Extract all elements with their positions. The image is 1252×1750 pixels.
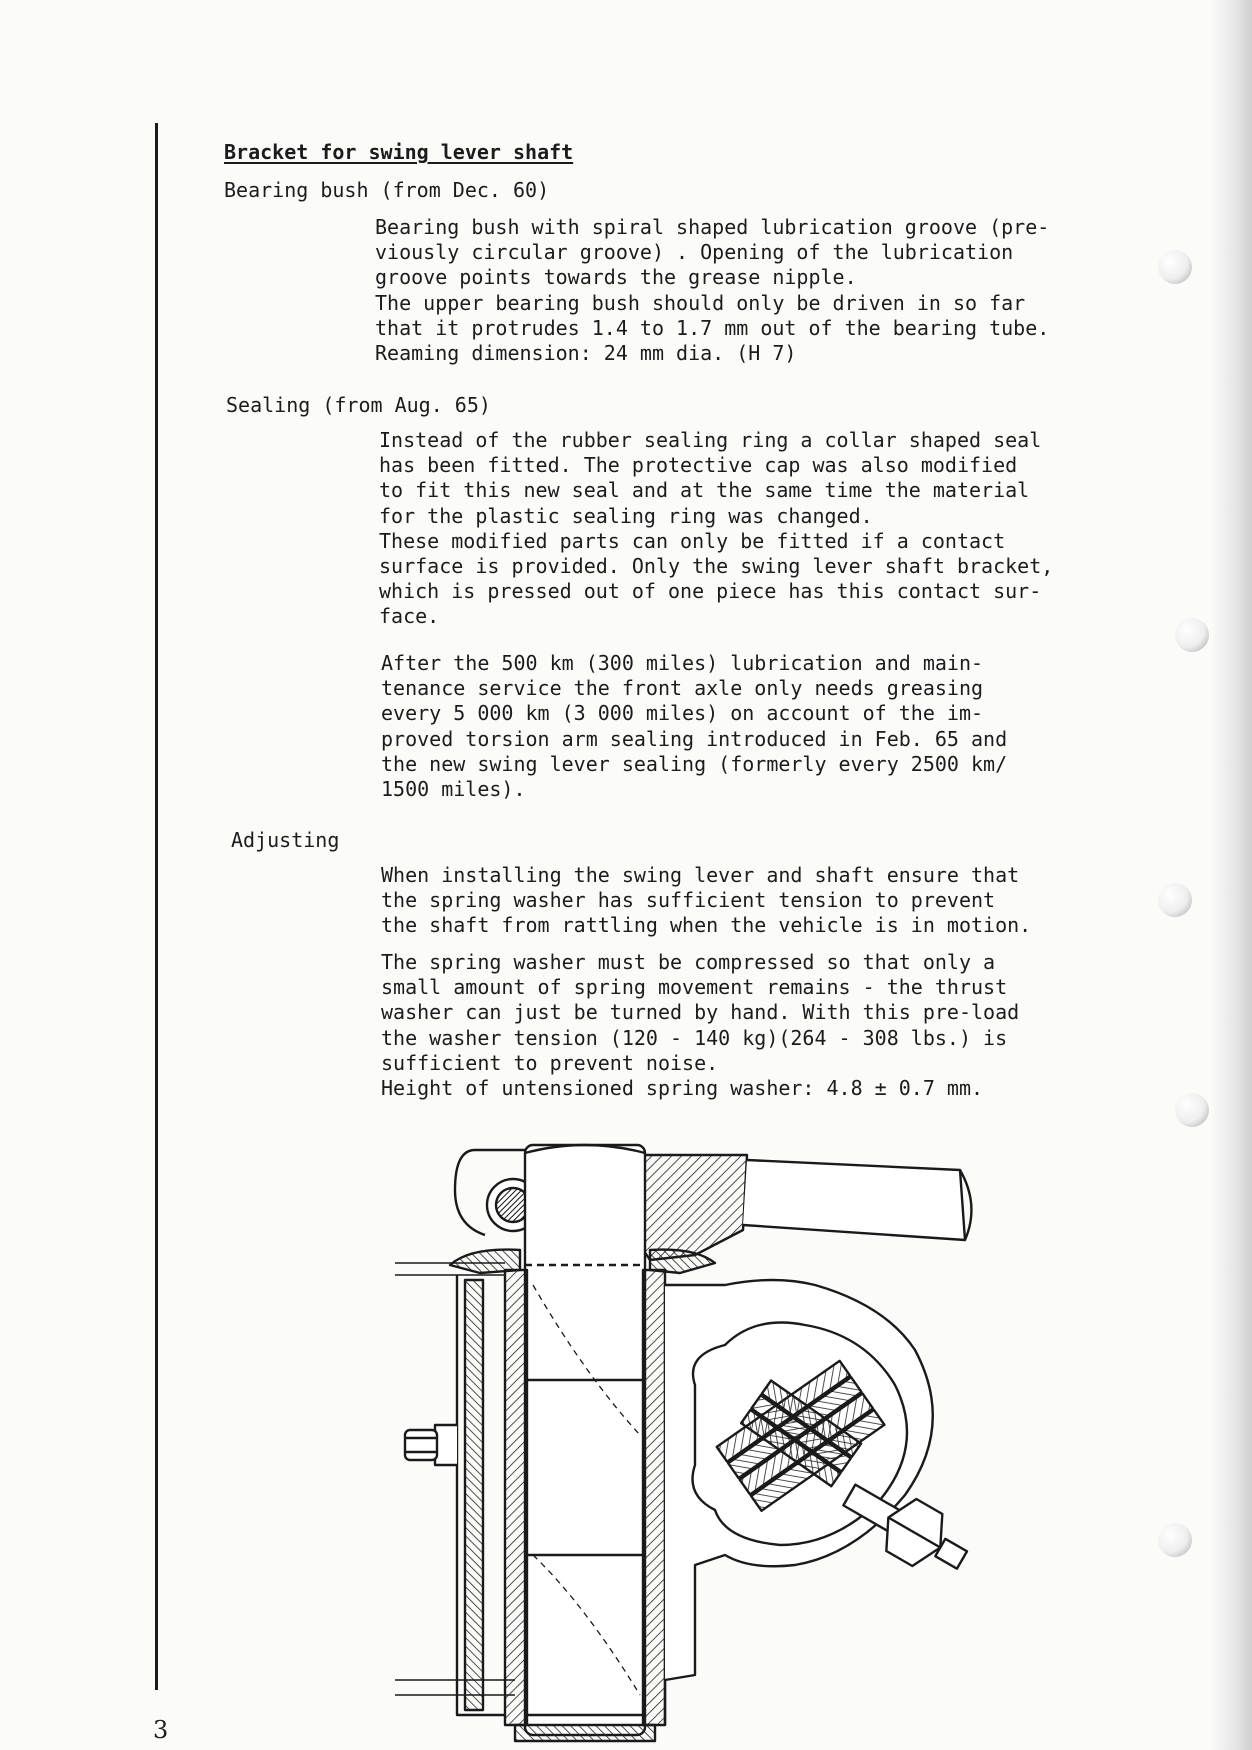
text-line: tenance service the front axle only needs greasing <box>381 676 984 701</box>
swing-lever-bracket-cutaway-drawing <box>395 1135 1050 1750</box>
text-line: face. <box>379 604 440 629</box>
adjusting-paragraph-1 <box>381 863 1031 939</box>
text-line: the washer tension (120 - 140 kg)(264 - 308 lbs.) is <box>381 1025 1008 1050</box>
subsection-title-sealing: Sealing (from Aug. 65) <box>226 393 491 417</box>
page-edge-shadow <box>1210 0 1252 1750</box>
text-line: sufficient to prevent noise. <box>381 1050 719 1075</box>
adjusting-paragraph-2 <box>381 950 1019 1101</box>
text-line: When installing the swing lever and shaft ensure that <box>381 863 1020 887</box>
text-line: which is pressed out of one piece has this contact sur- <box>379 579 1042 604</box>
bearing-bush-paragraph <box>375 215 1049 366</box>
text-line: the spring washer has sufficient tension to prevent <box>381 888 996 913</box>
subsection-title-adjusting: Adjusting <box>231 828 340 852</box>
text-line: washer can just be turned by hand. With this pre-load <box>381 1000 1020 1025</box>
text-line: These modified parts can only be fitted if a contact <box>379 528 1006 553</box>
text-line: Height of untensioned spring washer: 4.8 ± 0.7 mm. <box>381 1076 984 1101</box>
binder-hole-icon <box>1158 250 1192 284</box>
margin-rule <box>155 123 158 1690</box>
text-line: surface is provided. Only the swing lever shaft bracket, <box>379 554 1054 579</box>
text-line: that it protrudes 1.4 to 1.7 mm out of the bearing tube. <box>375 315 1050 340</box>
text-line: viously circular groove) . Opening of the lubrication <box>375 240 1014 265</box>
binder-hole-icon <box>1158 883 1192 917</box>
text-line: has been fitted. The protective cap was also modified <box>379 453 1018 478</box>
binder-hole-icon <box>1175 618 1209 652</box>
text-line: Instead of the rubber sealing ring a collar shaped seal <box>379 428 1042 452</box>
binder-hole-icon <box>1158 1523 1192 1557</box>
text-line: The spring washer must be compressed so that only a <box>381 950 996 974</box>
text-line: Bearing bush with spiral shaped lubrication groove (pre- <box>375 215 1050 239</box>
text-line: the shaft from rattling when the vehicle is in motion. <box>381 913 1032 938</box>
section-title: Bracket for swing lever shaft <box>224 140 574 164</box>
text-line: for the plastic sealing ring was changed. <box>379 503 873 528</box>
text-line: small amount of spring movement remains - the thrust <box>381 975 1008 1000</box>
sealing-paragraph-2 <box>381 651 1007 802</box>
binder-hole-icon <box>1175 1093 1209 1127</box>
text-line: The upper bearing bush should only be driven in so far <box>375 290 1026 315</box>
page-number: 3 <box>153 1716 169 1744</box>
text-line: 1500 miles). <box>381 777 526 802</box>
text-line: groove points towards the grease nipple. <box>375 265 857 290</box>
text-line: Reaming dimension: 24 mm dia. (H 7) <box>375 341 797 366</box>
text-line: proved torsion arm sealing introduced in Feb. 65 and <box>381 726 1008 751</box>
sealing-paragraph-1 <box>379 428 1053 630</box>
text-line: After the 500 km (300 miles) lubrication and main- <box>381 651 984 675</box>
text-line: every 5 000 km (3 000 miles) on account of the im- <box>381 701 984 726</box>
text-line: the new swing lever sealing (formerly every 2500 km/ <box>381 751 1008 776</box>
text-line: to fit this new seal and at the same time the material <box>379 478 1030 503</box>
subsection-title-bearing-bush: Bearing bush (from Dec. 60) <box>224 178 550 202</box>
